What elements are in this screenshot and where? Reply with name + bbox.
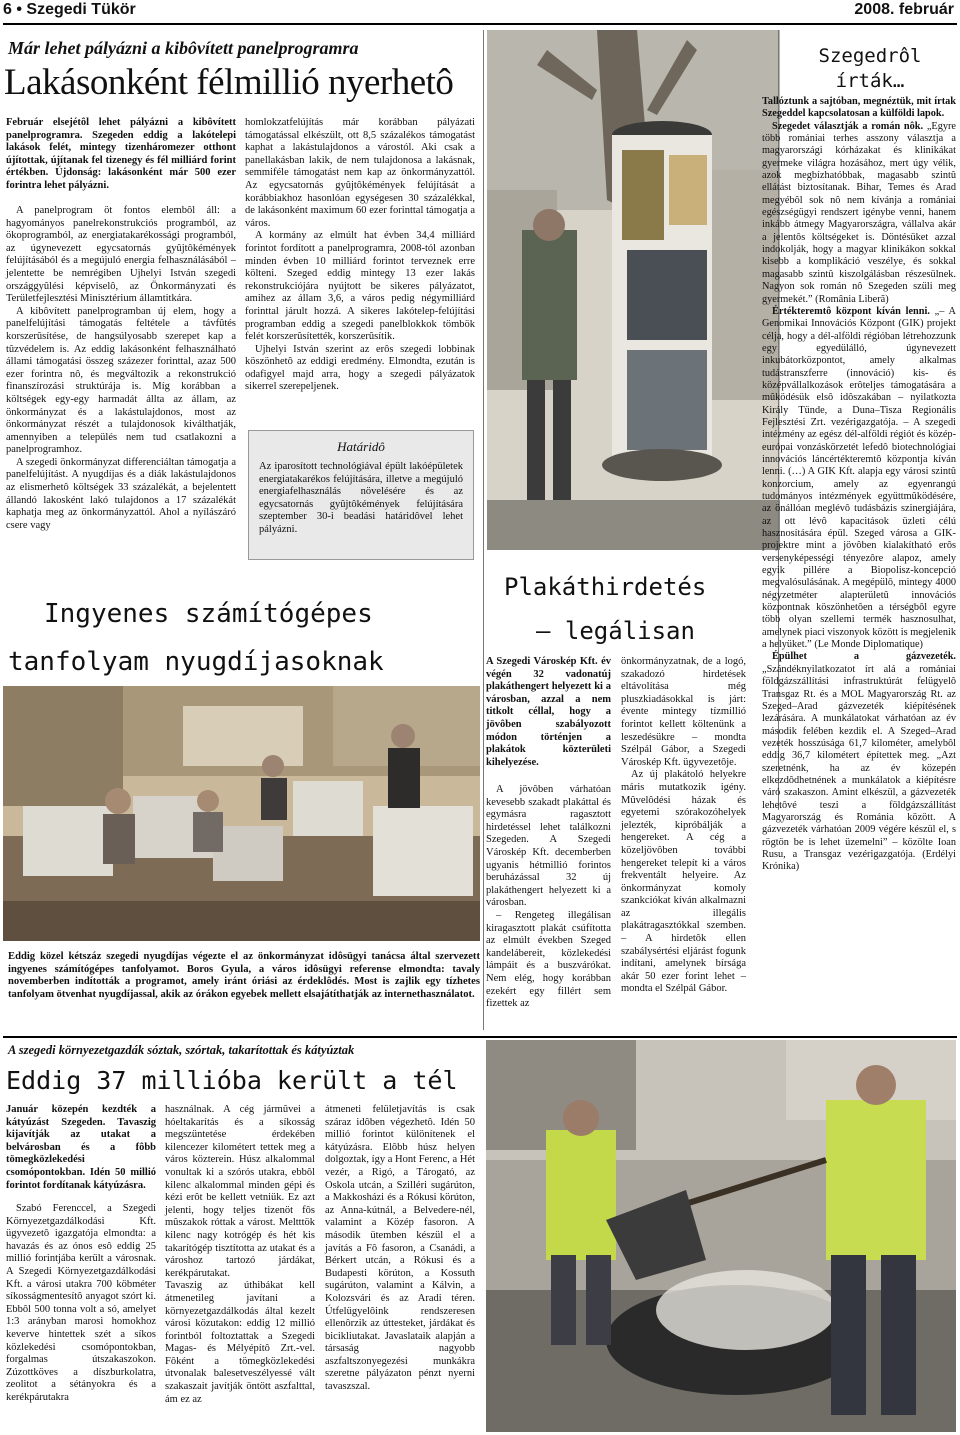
article1-col1-p3: A szegedi önkormányzat differenciáltan támogatja a panelfelújítást. A nyugdíjas és a diák lakástulajdonos az elismerhetô költségek 33 százalékát, a bejelentett állandó lakosként lakó tulajdonos a 17 százalékát kaphatja meg az önkormányzattól. Ahol a nyílászáró csere vagy	[6, 456, 236, 531]
article1-col2-p3: Ujhelyi István szerint az erôs szegedi lobbinak köszönhetô az eddigi eredmény. Elmondta, ezután is odafigyel majd arra, hogy a szegedi pályázatok sikerrel szerepeljenek.	[245, 343, 475, 393]
article3-col1	[486, 784, 611, 1011]
sidebar-title-line2: írták…	[835, 70, 905, 92]
sidebar-p2: Szegedet választják a román nôk. „Egyre több romániai terhes asszony választja a magyarországi kórházakat és klinikákat gyermeke világra hozásához, mert úgy vélik, azok megbízhatóbbak, magasabb szintû ellátást biztosítanak. Bihar, Temes és Arad megyébôl sok nô nem kívánja a romániai egészségügyi rendszert igénybe venni, hanem inkább átmegy Magyarországra, vállalva akár a jelentôs költségeket is. Döntésüket azzal indokolják, hogy a magyar klinikákon sokkal kisebb a komplikáció veszélye, és sokkal magasabb szintû kiszolgálásban részesülnek. Nagyon sok román nô Szegeden szüli meg gyermekét.” (România Liberã)	[762, 120, 956, 305]
sidebar-title-line1: Szegedrôl	[818, 45, 922, 67]
article4-kicker: A szegedi környezetgazdák sóztak, szórtak, takarítottak és kátyúztak	[8, 1043, 355, 1057]
sidebar-text	[762, 96, 956, 874]
article1-col1-p1: A panelprogram öt fontos elembôl áll: a hagyományos panelrekonstrukciós programból, az ökoprogramból, az energiatakarékossági programból, az úgynevezett egycsatornás gyûjtôkémények felújításából és a megújuló energia felhasználásából – jelentette be nemrégiben Ujhelyi István szegedi országgyûlési képviselô, az Önkormányzati és Területfejlesztési Minisztérium államtitkára.	[6, 205, 236, 305]
article3-col1-p1: A jövôben várhatóan kevesebb szakadt plakáttal és egymásra ragasztott hirdetéssel lehet találkozni Szegeden. A Szegedi Városkép Kft. decemberben ugyanis hétmillió forintos beruházással 32 új plakáthengert helyezett ki a városban.	[486, 784, 611, 909]
page-header	[0, 0, 960, 22]
article1-lead: Február elsejétôl lehet pályázni a kibôvített panelprogramra. Szegeden eddig a lakótelepi lakások felét, mintegy tizenháromezer otthont újítottak, újítanak fel tizenegy és fél milliárd forint értékben. Újdonság: lakásonként már 500 ezer forintra lehet pályázni.	[6, 117, 236, 191]
poster-column-photo	[487, 30, 780, 550]
sidebar-p4: Épülhet a gázvezeték. „Szándéknyilatkozatot írt alá a romániai földgázszállítási infrastruktúrát felügyelô Transgaz Rt. és a MOL Magyarország Rt. az Szeged–Arad gázvezeték kiépítésének lezárására. A munkálatokat várhatóan az év második felében kezdik el. A Szeged–Arad vezeték hosszúsága 61,7 kilométer, amelybôl eddig 36,7 kilométert építettek meg. „Azt szeretnénk, ha az év közepén elkezdôdhetnének a munkálatok a kiépítésre váró szakaszon. Amint elkészül, a gázvezeték lehetôvé teszi a földgázszállítást Magyarország és Románia között. A gázvezeték várhatóan 2009 végére készül el, s rögtön be is lehet üzemelni” – közölte Ioan Rusu, a Transgaz vezérigazgatója. (Erdélyi Krónika)	[762, 651, 956, 873]
article1-col1-p2: A kibôvített panelprogramban új elem, hogy a panelfelújítási támogatás feltétele a távfûtés korszerûsítése, de hangsúlyosabb szerepet kap a tûzvédelem is. Az eddig lakásonként felhasználható állami támogatási összeg százezer forinttal, azaz 500 ezer forintra nô, és megváltozik a rekonstrukció finanszírozási struktúrája is. Míg korábban a költségek egy-egy harmadát állta az állam, az önkormányzat és a lakástulajdonos, most az önkormányzat részét a tulajdonosok kiválthatják, amennyiben a település nem tud csatlakozni a panelprogramhoz.	[6, 305, 236, 456]
article4-col2: használnak. A cég jármûvei a hóeltakarítás és a síkosság megszüntetése érdekében kilencezer kilométert tettek meg a város közterein. Húsz alkalommal vonultak ki a szórós utakra, ebbôl kilenc alkalommal minden gépi és kézi erôt be kellett vetniük. Ez azt jelenti, hogy teljes tizenöt fôs mûszakok róttak a várost. Meltttök kilenc nagy kotrógép és hét kis takarítógép tisztította az utakat és a városhoz tartozó járdákat, kerékpárutakat. Tavaszig az úthibákat kell átmenetileg javítani a környezetgazdálkodás által kezelt városi közutakon: eddig 12 millió forintból foltoztattak a Szegedi Magas- és Mélyépítô Zrt.-vel. Fôként a tömegközlekedési útvonalak balesetveszélyessé vált szakaszait javítják öntött aszfalttal, ám ez az	[165, 1104, 315, 1405]
classroom-illustration	[3, 686, 480, 941]
header-rule	[3, 23, 957, 25]
article3-col2	[621, 656, 746, 996]
header-right: 2008. február	[854, 1, 954, 18]
article4-col1: Szabó Ferenccel, a Szegedi Környezetgazdálkodási Kft. ügyvezetô igazgatója elmondta: a havazás és az ónos esô eddig 25 millió forintjába került a városnak. A Szegedi Környezetgazdálkodási Kft. a városi utakra 700 köbméter síkosságmentesítô anyagot szórt ki. Ebbôl 500 tonna volt a só, amelyet 1:3 arányban marosi homokhoz keverve hintettek szét a síkos közlekedési csomópontokban, forgalmas útszakaszokon. Zúzottköves a díszburkolatra, zeolitot a sétányokra és a kerékpárutakra	[6, 1203, 156, 1403]
article2-caption: Eddig közel kétszáz szegedi nyugdíjas végezte el az önkormányzat idôsügyi tanácsa által szervezett ingyenes számítógépes tanfolyamot. Boros Gyula, a város idôsügyi referense elmondta: tavaly novemberben indították a programot, amely iránt óriási az érdeklôdés. Most is zajlik egy tízhetes tanfolyam ötvenhat nyugdíjassal, akik az órákon egyebek mellett elsajátíthatják az internethasználatot.	[8, 951, 480, 1000]
header-left: 6 • Szegedi Tükör	[3, 1, 136, 18]
article2-title-line2: tanfolyam nyugdíjasoknak	[8, 647, 384, 677]
deadline-box	[248, 430, 474, 560]
section-rule	[3, 1036, 957, 1038]
article3-title-line1: Plakáthirdetés	[504, 573, 707, 601]
article4-col3: átmeneti felületjavítás is csak száraz idôben végezhetô. Idén 50 millió forintot különítenek el kátyúzásra. Elôbb húsz helyen dolgoztak, így a Hont Ferenc, a Hét vezér, a Rigó, a Tárogató, az Oskola utcán, a Szilléri sugárúton, a Makkosházi és a Rókusi körúton, az Anna-kútnál, a Belvedere-nél, valamint a Közép fasoron. A második ütemben készül el a javítás a Fô fasoron, a Csanádi, a Bérkert utcán, a Rókusi és a Budapesti körúton, a Kossuth sugárúton, valamint a Kálvin, a Kolozsvári és az Aradi téren. Útfelügyelôink rendszeresen ellenôrzik az úttesteket, járdákat és bicikliutakat. Javaslataik alapján a társaság nagyobb aszfaltszonyegezési munkákra szeretne pályázaton pénzt nyerni tavaszszal.	[325, 1104, 475, 1393]
classroom-photo	[3, 686, 480, 941]
sidebar-p3: Értékteremtô központ kíván lenni. „– A Genomikai Innovációs Központ (GIK) projekt célja, hogy a dél-alföldi régióban létrehozzunk egy egyedülálló, úgynevezett inkubátorközpontot, amely alkalmas tudástranszferre (innováció) kis- és középvállalkozások erôteljes támogatására a mûködésük elsô idôszakában – nyilatkozta Király Tünde, a Duna–Tisza Regionális Fejlesztési Zrt. vezérigazgatója. – A szegedi intézmény az egész dél-alföldi régiót és közép-európai vonzáskörzetét lefedô biotechnológiai innovációs láncértékteremtô központja kíván lenni. (…) A GIK Kft. alapja egy városi szintû konzorcium, amely az egyenrangú tudományos intézmények együttmûködésére, az önállóan meglévô tudásbázis szinergiájára, az ott lévô kapacitások üzleti célú hasznosítására épül. Szeged városa a GIK-projektre mint a jövôben kialakítható erôs versenyképességi tényezôre alapoz, amely egyik pillére a Biopolisz-koncepció megvalósulásának. A megépülô, mintegy 4000 négyzetméter alapterületû innovációs központnak köszönhetôen a térségbôl egyre több olyan szellemi termék hasznosulhat, amelynek piaci viszonyok között is megjelenik a helyüket.” (Le Monde Diplomatique)	[762, 305, 956, 651]
sidebar-title	[782, 44, 958, 94]
article1-title: Lakásonként félmillió nyerhetô	[4, 62, 454, 103]
article3-col2-p1: önkormányzatnak, de a logó, szakadozó hirdetések eltávolítása még pluszkiadásokkal is járt: évente mintegy tízmillió forintot kellett költenünk a leszedésükre – mondta Szélpál Gábor, a Szegedi Városkép Kft. ügyvezetôje.	[621, 656, 746, 768]
article3-title-line2: – legálisan	[536, 617, 695, 645]
sidebar-p1: Tallóztunk a sajtóban, megnéztük, mit írtak Szegeddel kapcsolatosan a külföldi lapok.	[762, 96, 956, 120]
article1-kicker: Már lehet pályázni a kibôvített panelprogramra	[8, 38, 359, 58]
article1-col1	[6, 205, 236, 532]
road-workers-photo	[486, 1040, 956, 1432]
poster-column-illustration	[487, 30, 780, 550]
deadline-box-title: Határidô	[337, 439, 385, 454]
article3-col2-p2: Az új plakátoló helyekre máris mutatkozik igény. Mûvelôdési házak és egyetemi szórakozóhelyek jelezték, kipróbálják a hengereket. A cég a közeljövôben további hengereket telepít ki a város frekventált helyeire. Az önkormányzat komoly szankciókat kíván alkalmazni az illegális plakátragasztókkal szemben. – A hirdetôk ellen szabálysértési eljárást fogunk indítani, amelynek bírsága akár 50 ezer forint lehet – mondta el Szélpál Gábor.	[621, 769, 746, 995]
column-rule	[483, 30, 484, 1030]
article1-col2-p2: A kormány az elmúlt hat évben 34,4 milliárd forintot fordított a panelprogramra, 2008-tól azonban minden évben 10 milliárd forintot terveznek erre költeni. Szeged eddig mintegy 13 ezer lakás rekonstrukciójára nyújtott be sikeres pályázatot, amihez az állam 3,6, a város pedig négymilliárd forinttal járult hozzá. A sikeres lakótelep-felújítási programban eddig a szegedi panelblokkok tömbök felét korszerûsítették, korszerûsítik.	[245, 230, 475, 343]
deadline-box-text: Az iparosított technológiával épült lakóépületek energiatakarékos felújítására, illetve a megújuló energiafelhasználás növelésére és az egycsatornás gyûjtôkémények felújítására szeptember 30-i beadási határidôvel lehet pályázni.	[259, 461, 463, 535]
article2-title	[8, 590, 480, 686]
article1-col2-p1: homlokzatfelújítás már korábban pályázati támogatással elkészült, ott 8,5 százalékos támogatást kaphat a lakástulajdonos a várostól. Aki csak a panellakásban lakik, de nem tulajdonosa a lakásnak, semmiféle támogatást nem kap az önkormányzattól. Az egycsatornás gyûjtôkémények felújítását a korábbiakhoz hasonlóan egységesen 30 százalékkal, de lakásonként maximum 60 ezer forinttal támogatja a város.	[245, 117, 475, 229]
article4-title: Eddig 37 millióba került a tél	[6, 1066, 458, 1095]
article3-col1-p2: – Rengeteg illegálisan kiragasztott plakát csúfította az elmúlt években Szeged kandelábereit, közlekedési lámpáit és a buszvárókat. Nem elég, hogy korábban ezekért egy fillért sem fizettek az	[486, 909, 611, 1010]
article4-lead: Január közepén kezdték a kátyúzást Szegeden. Tavaszig kijavítják az utakat a belvárosban és a fôbb tömegközlekedési csomópontokban. Idén 50 millió forintot fordítanak kátyúzásra.	[6, 1104, 156, 1191]
article3-lead: A Szegedi Városkép Kft. év végén 32 vadonatúj plakáthengert helyezett ki a városban, azzal a nem titkolt céllal, hogy a jövôben szabályozott módon történjen a plakátok közterületi kihelyezése.	[486, 656, 611, 768]
article3-title	[490, 565, 760, 653]
article1-col2	[245, 117, 475, 394]
road-workers-illustration	[486, 1040, 956, 1432]
article2-title-line1: Ingyenes számítógépes	[44, 599, 373, 629]
